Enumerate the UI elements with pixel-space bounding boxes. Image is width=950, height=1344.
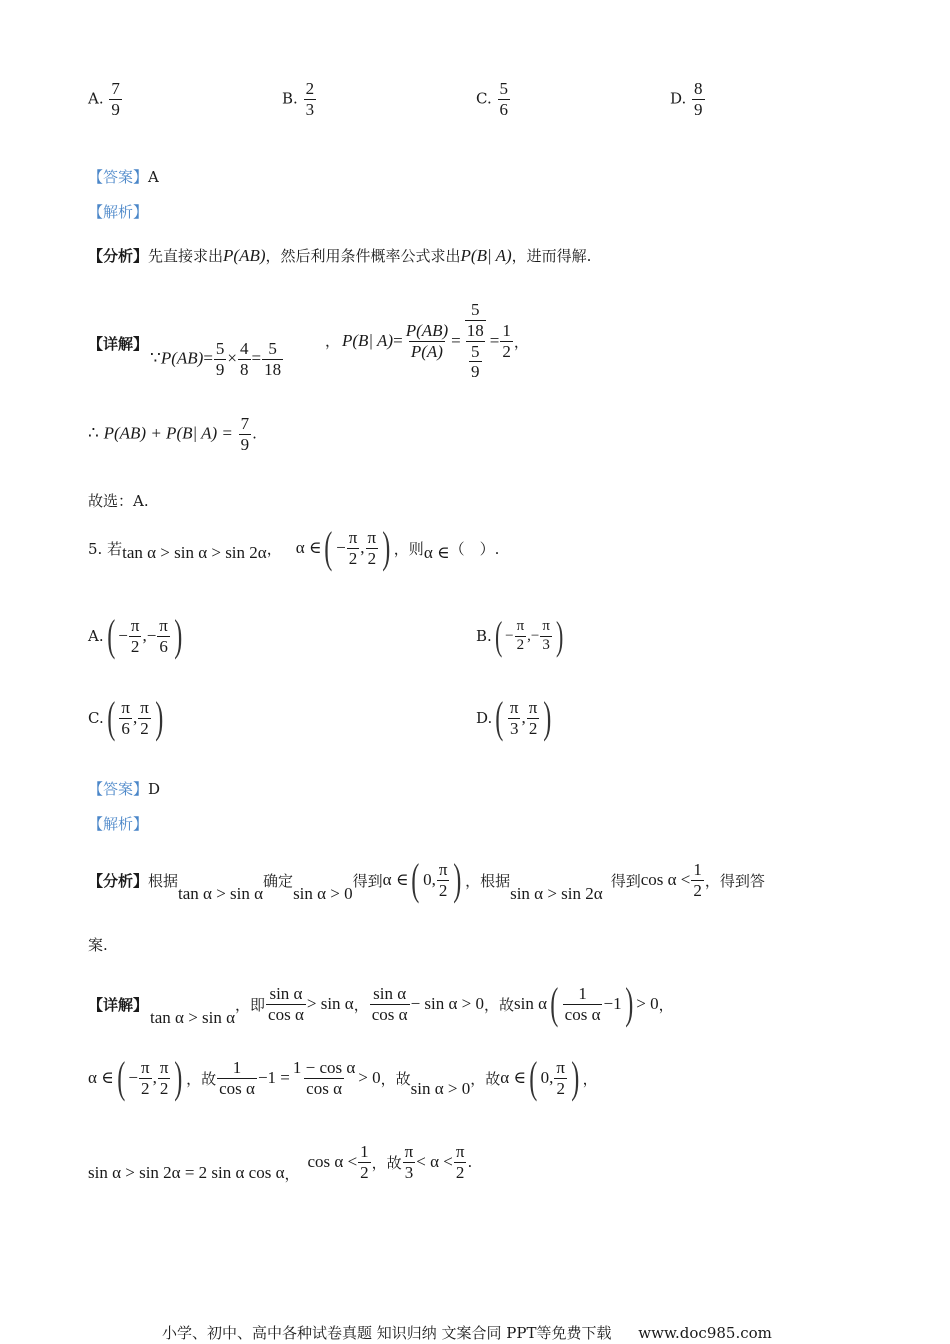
q4-option-b: B. $\frac{2}{3}$	[282, 79, 315, 119]
fraction: $\frac{5}{6}$	[499, 79, 508, 119]
q5-detail-line1: 【详解】 tan α > sin α ，即 $\frac{\text{sin α}}{\text{cos α}}$ > sin α ， $\frac{\text{sin α}}{\text{cos α}}$ − sin α > 0 ，故 sin α ( $\frac{1}{\text{cos α}}$ −1 ) > 0 ，	[88, 979, 674, 1028]
q5-fenxi: 【分析】 根据 tan α > sin α 确定 sin α > 0 得到 α ∈ ( 0, $\frac{\pi}{2}$ ) ，根据 sin α > sin 2α 得到 cos α < $\frac{1}{2}$ ，得到答	[88, 855, 765, 904]
footer-link[interactable]: www.doc985.com	[638, 1324, 772, 1342]
q4-fenxi: 【分析】先直接求出P(AB)，然后利用条件概率公式求出P(B| A)，进而得解.	[88, 246, 592, 265]
q4-detail-conditional: P(B| A) = $\frac{P(AB)}{P(A)}$ = $\frac{\frac{5}{18}}{\frac{5}{9}}$ = $\frac{1}{2}$ ，	[342, 299, 529, 382]
fraction: $\frac{7}{9}$	[111, 79, 120, 119]
q4-answer: 【答案】A	[88, 168, 159, 186]
q5-option-b: B. ( − $\frac{\pi}{2}$ , − $\frac{\pi}{3}$ )	[476, 613, 564, 658]
interval: ( − $\frac{\pi}{2}$ , $\frac{\pi}{2}$ )	[324, 523, 391, 572]
fraction: $\frac{P(AB)}{P(A)}$	[405, 320, 449, 361]
fraction: $\frac{4}{8}$	[240, 339, 249, 379]
q5-option-a: A. ( − $\frac{\pi}{2}$ , − $\frac{\pi}{6}$ )	[88, 611, 183, 660]
q5-answer: 【答案】D	[88, 780, 161, 798]
q4-detail-pab: ∵P(AB)= $\frac{5}{9}$ × $\frac{4}{8}$ = $\frac{5}{18}$	[150, 339, 282, 379]
q5-fenxi-cont: 案.	[88, 936, 108, 954]
q5-jiexi: 【解析】	[88, 815, 149, 833]
q4-jiexi: 【解析】	[88, 203, 149, 221]
q4-detail-tag: 【详解】	[88, 335, 149, 353]
q4-detail-comma: ，	[325, 332, 341, 350]
q4-choose: 故选：A.	[88, 492, 149, 510]
fraction: $\frac{5}{18}$	[264, 339, 282, 379]
q4-option-c: C. $\frac{5}{6}$	[476, 79, 508, 119]
q5-option-c: C. ( $\frac{\pi}{6}$ , $\frac{\pi}{2}$ )	[88, 693, 164, 742]
compound-fraction: $\frac{\frac{5}{18}}{\frac{5}{9}}$	[466, 299, 484, 382]
q4-therefore: ∴ P(AB) + P(B| A) = $\frac{7}{9}$ .	[88, 414, 257, 454]
fraction: $\frac{2}{3}$	[305, 79, 315, 119]
footer-text: 小学、初中、高中各种试卷真题 知识归纳 文案合同 PPT等免费下载 www.doc985.com	[162, 1324, 772, 1342]
fraction: $\frac{7}{9}$	[240, 414, 250, 454]
fraction: $\frac{8}{9}$	[694, 79, 703, 119]
q5-detail-line3: sin α > sin 2α = 2 sin α cos α ， cos α < $\frac{1}{2}$ ，故 $\frac{\pi}{3}$ < α < $\frac{\pi}{2}$ .	[88, 1141, 473, 1183]
fraction: $\frac{5}{9}$	[215, 339, 225, 379]
q5-stem: 5. 若 tan α > sin α > sin 2α ， α ∈ ( − $\frac{\pi}{2}$ , $\frac{\pi}{2}$ ) ，则 α ∈ （ ）.	[88, 523, 500, 572]
fraction: $\frac{1}{2}$	[502, 320, 511, 361]
q5-option-d: D. ( $\frac{\pi}{3}$ , $\frac{\pi}{2}$ )	[476, 693, 552, 742]
q5-detail-line2: α ∈ ( − $\frac{\pi}{2}$ , $\frac{\pi}{2}$ ) ，故 $\frac{1}{\text{cos α}}$ −1 = $\frac{\text{1 − cos α}}{\text{cos α}}$ > 0 ，故 sin α > 0 ，故 α ∈ ( 0, $\frac{\pi}{2}$ ) ，	[88, 1053, 598, 1102]
q4-option-d: D. $\frac{8}{9}$	[670, 79, 703, 119]
q4-option-a: A. $\frac{7}{9}$	[88, 79, 120, 119]
